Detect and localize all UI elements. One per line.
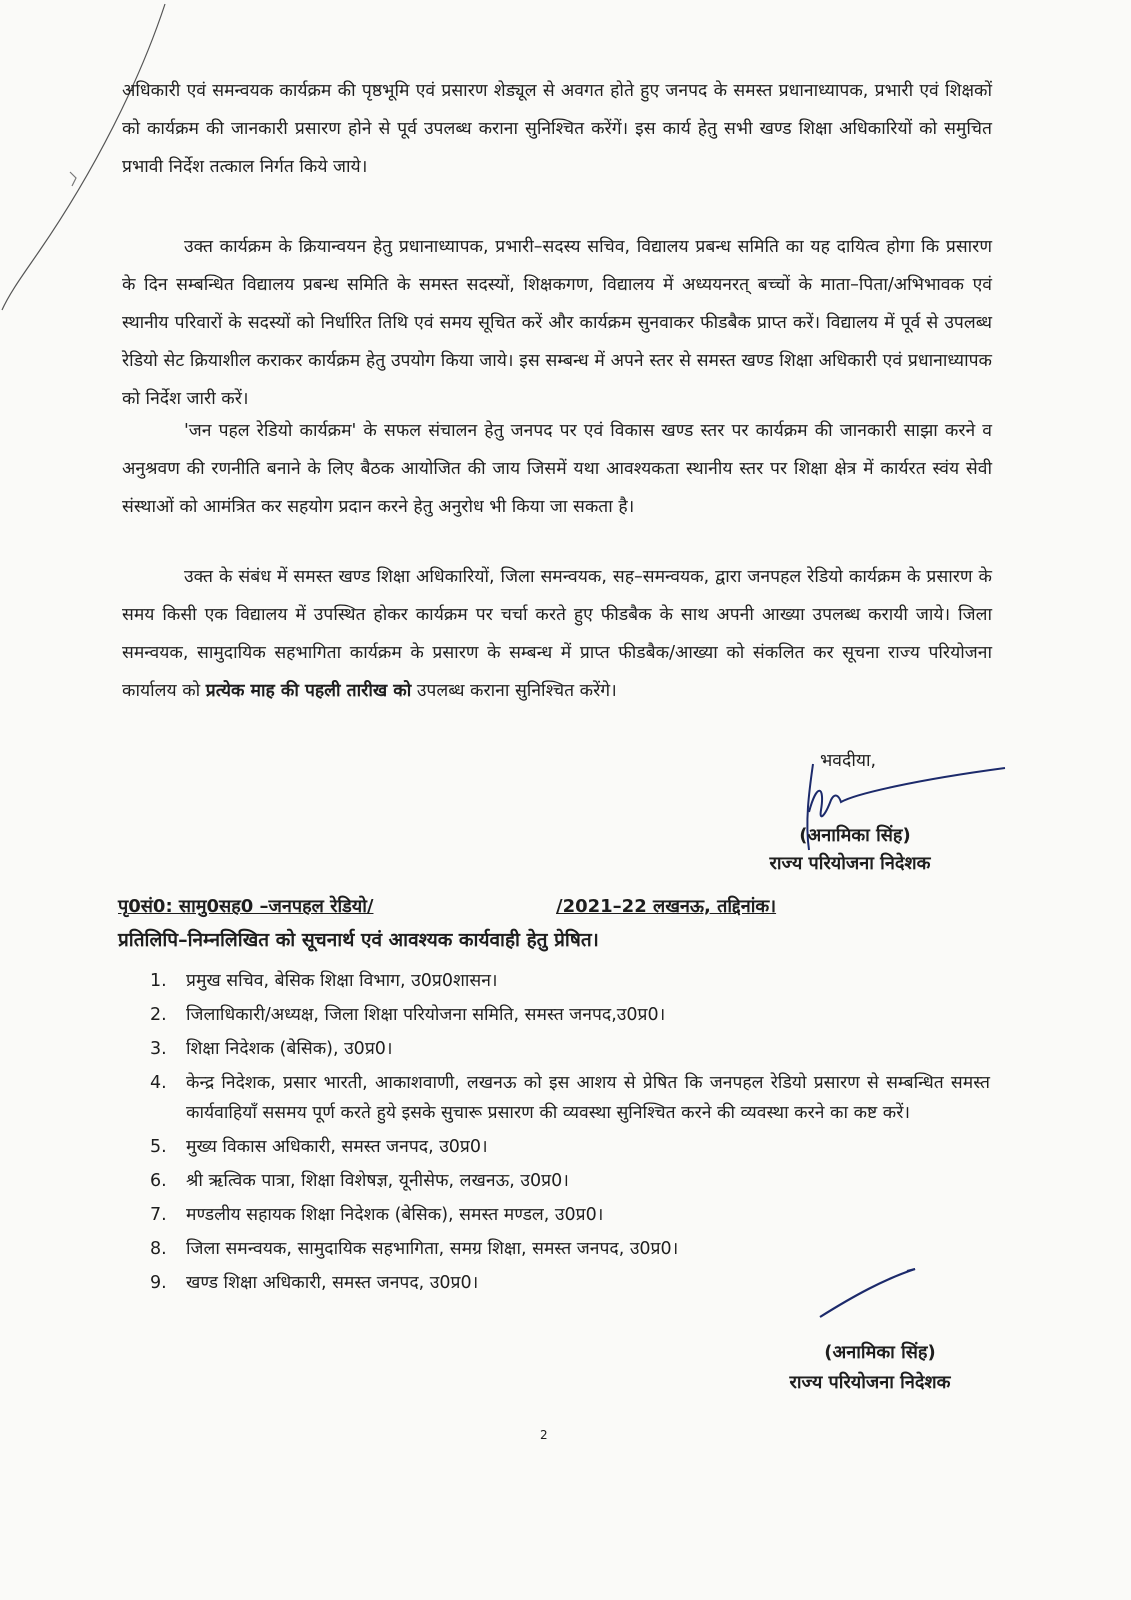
list-item — [150, 1132, 990, 1162]
paragraph-4 — [122, 558, 992, 710]
list-item-text: शिक्षा निदेशक (बेसिक), उ0प्र0। — [186, 1039, 393, 1059]
list-item-number: 6. — [150, 1171, 167, 1191]
list-item-text: मण्डलीय सहायक शिक्षा निदेशक (बेसिक), समस्त मण्डल, उ0प्र0। — [186, 1205, 604, 1225]
list-item — [150, 1234, 990, 1264]
list-item-number: 1. — [150, 971, 167, 991]
reference-date-place: /2021–22 लखनऊ, तद्दिनांक। — [556, 896, 777, 917]
paragraph-1: अधिकारी एवं समन्वयक कार्यक्रम की पृष्ठभूमि एवं प्रसारण शेड्यूल से अवगत होते हुए जनपद के समस्त प्रधानाध्यापक, प्रभारी एवं शिक्षकों को कार्यक्रम की जानकारी प्रसारण होने से पूर्व उपलब्ध कराना सुनिश्चित करेंगें। इस कार्य हेतु सभी खण्ड शिक्षा अधिकारियों को समुचित प्रभावी निर्देश तत्काल निर्गत किये जाये। — [122, 81, 992, 177]
signatory-title: राज्य परियोजना निदेशक — [769, 853, 931, 874]
list-item — [150, 1000, 990, 1030]
list-item-text: केन्द्र निदेशक, प्रसार भारती, आकाशवाणी, लखनऊ को इस आशय से प्रेषित कि जनपहल रेडियो प्रसारण से सम्बन्धित समस्त कार्यवाहियॉं ससमय पूर्ण करते हुये इसके सुचारू प्रसारण की व्यवस्था सुनिश्चित करने की व्यवस्था करने का कष्ट करें। — [186, 1073, 990, 1123]
list-item-number: 5. — [150, 1137, 167, 1157]
paragraph-4-text-after: उपलब्ध कराना सुनिश्चित करेंगे। — [411, 681, 617, 701]
list-item-text: जिलाधिकारी/अध्यक्ष, जिला शिक्षा परियोजना समिति, समस्त जनपद,उ0प्र0। — [186, 1005, 666, 1025]
list-item-number: 9. — [150, 1273, 167, 1293]
copy-to-heading: प्रतिलिपि–निम्नलिखित को सूचनार्थ एवं आवश्यक कार्यवाही हेतु प्रेषित। — [118, 929, 599, 951]
paragraph-4-bold-date: प्रत्येक माह की पहली तारीख को — [205, 681, 412, 701]
signatory-name-footer: (अनामिका सिंह) — [824, 1342, 936, 1363]
list-item — [150, 1200, 990, 1230]
list-item-text: खण्ड शिक्षा अधिकारी, समस्त जनपद, उ0प्र0। — [186, 1273, 479, 1293]
signatory-title-footer: राज्य परियोजना निदेशक — [789, 1372, 951, 1393]
handwritten-initial-stroke — [815, 1265, 925, 1325]
list-item-text: प्रमुख सचिव, बेसिक शिक्षा विभाग, उ0प्र0शासन। — [186, 971, 498, 991]
paragraph-4-text-before: उक्त के संबंध में समस्त खण्ड शिक्षा अधिकारियों, जिला समन्वयक, सह–समन्वयक, द्वारा जनपहल रेडियो कार्यक्रम के प्रसारण के समय किसी एक विद्यालय में उपस्थित होकर कार्यक्रम पर चर्चा करते हुए फीडबैक के साथ अपनी आख्या उपलब्ध करायी जाये। जिला समन्वयक, सामुदायिक सहभागिता कार्यक्रम के प्रसारण के सम्बन्ध में प्राप्त फीडबैक/आख्या को संकलित कर सूचना राज्य परियोजना कार्यालय को — [122, 567, 992, 701]
list-item-text: जिला समन्वयक, सामुदायिक सहभागिता, समग्र शिक्षा, समस्त जनपद, उ0प्र0। — [186, 1239, 679, 1259]
page-number: 2 — [540, 1428, 548, 1442]
paragraph-3: 'जन पहल रेडियो कार्यक्रम' के सफल संचालन हेतु जनपद पर एवं विकास खण्ड स्तर पर कार्यक्रम की जानकारी साझा करने व अनुश्रवण की रणनीति बनाने के लिए बैठक आयोजित की जाय जिसमें यथा आवश्यकता स्थानीय स्तर पर शिक्षा क्षेत्र में कार्यरत स्वंय सेवी संस्थाओं को आमंत्रित कर सहयोग प्रदान करने हेतु अनुरोध भी किया जा सकता है। — [122, 421, 992, 517]
list-item — [150, 1034, 990, 1064]
list-item-number: 8. — [150, 1239, 167, 1259]
list-item — [150, 1166, 990, 1196]
list-item — [150, 1068, 990, 1128]
list-item — [150, 966, 990, 996]
list-item-number: 7. — [150, 1205, 167, 1225]
copy-to-list — [150, 966, 990, 1302]
paragraph-2: उक्त कार्यक्रम के क्रियान्वयन हेतु प्रधानाध्यापक, प्रभारी–सदस्य सचिव, विद्यालय प्रबन्ध समिति का यह दायित्व होगा कि प्रसारण के दिन सम्बन्धित विद्यालय प्रबन्ध समिति के समस्त सदस्यों, शिक्षकगण, विद्यालय में अध्ययनरत् बच्चों के माता–पिता/अभिभावक एवं स्थानीय परिवारों के सदस्यों को निर्धारित तिथि एवं समय सूचित करें और कार्यक्रम सुनवाकर फीडबैक प्राप्त करें। विद्यालय में पूर्व से उपलब्ध रेडियो सेट क्रियाशील कराकर कार्यक्रम हेतु उपयोग किया जाये। इस सम्बन्ध में अपने स्तर से समस्त खण्ड शिक्षा अधिकारी एवं प्रधानाध्यापक को निर्देश जारी करें। — [122, 237, 992, 409]
list-item-number: 3. — [150, 1039, 167, 1059]
signatory-name: (अनामिका सिंह) — [799, 825, 911, 846]
list-item-text: श्री ऋत्विक पात्रा, शिक्षा विशेषज्ञ, यूनीसेफ, लखनऊ, उ0प्र0। — [186, 1171, 569, 1191]
list-item-text: मुख्य विकास अधिकारी, समस्त जनपद, उ0प्र0। — [186, 1137, 488, 1157]
list-item-number: 2. — [150, 1005, 167, 1025]
reference-number: पृ0सं0: सामु0सह0 –जनपहल रेडियो/ — [118, 896, 374, 917]
closing-salutation: भवदीया, — [820, 751, 877, 771]
list-item-number: 4. — [150, 1073, 167, 1093]
